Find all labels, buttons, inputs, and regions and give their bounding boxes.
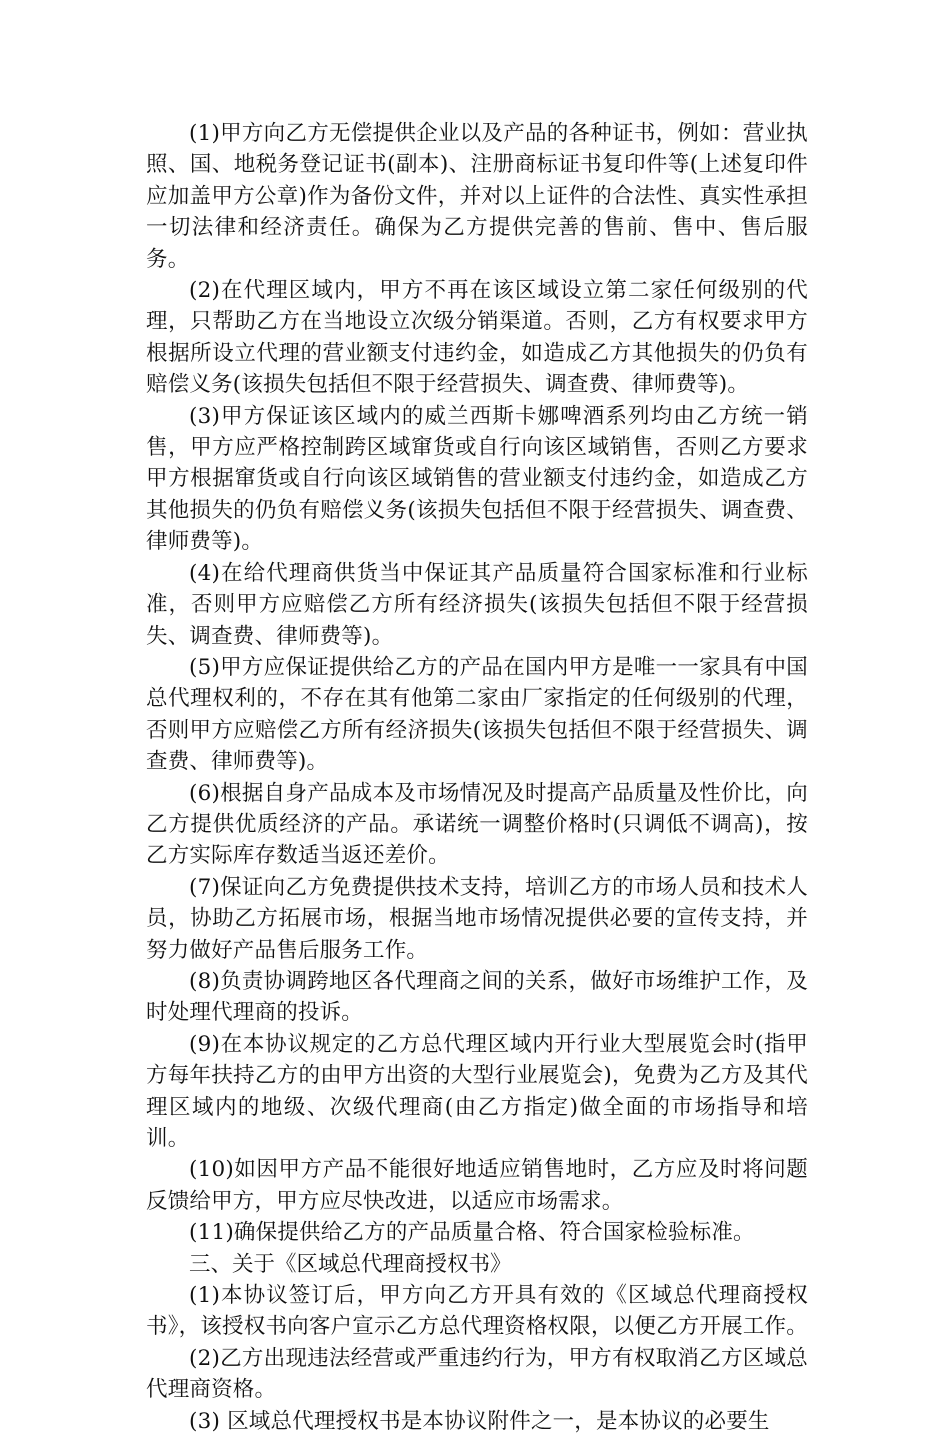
clause-3: (3)甲方保证该区域内的威兰西斯卡娜啤酒系列均由乙方统一销售，甲方应严格控制跨区域窜货或自行向该区域销售，否则乙方要求甲方根据窜货或自行向该区域销售的营业额支付违约金，如造成乙方其他损失的仍负有赔偿义务(该损失包括但不限于经营损失、调查费、律师费等)。 [146, 403, 808, 555]
clause-7: (7)保证向乙方免费提供技术支持，培训乙方的市场人员和技术人员，协助乙方拓展市场，根据当地市场情况提供必要的宣传支持，并努力做好产品售后服务工作。 [146, 874, 808, 963]
clause-9: (9)在本协议规定的乙方总代理区域内开行业大型展览会时(指甲方每年扶持乙方的由甲方出资的大型行业展览会)，免费为乙方及其代理区域内的地级、次级代理商(由乙方指定)做全面的市场指导和培训。 [146, 1031, 808, 1151]
section-clause-3: (3) 区域总代理授权书是本协议附件之一，是本协议的必要生 [189, 1408, 770, 1434]
clause-6: (6)根据自身产品成本及市场情况及时提高产品质量及性价比，向乙方提供优质经济的产品。承诺统一调整价格时(只调低不调高)，按乙方实际库存数适当返还差价。 [146, 780, 808, 869]
clause-8: (8)负责协调跨地区各代理商之间的关系，做好市场维护工作，及时处理代理商的投诉。 [146, 968, 808, 1026]
document-body [146, 118, 808, 1437]
clause-11: (11)确保提供给乙方的产品质量合格、符合国家检验标准。 [189, 1220, 755, 1246]
clause-5: (5)甲方应保证提供给乙方的产品在国内甲方是唯一一家具有中国总代理权利的，不存在其有他第二家由厂家指定的任何级别的代理，否则甲方应赔偿乙方所有经济损失(该损失包括但不限于经营损失、调查费、律师费等)。 [146, 654, 808, 775]
section-clause-1: (1)本协议签订后，甲方向乙方开具有效的《区域总代理商授权书》，该授权书向客户宣示乙方总代理资格权限，以便乙方开展工作。 [146, 1283, 808, 1340]
section-clause-2: (2)乙方出现违法经营或严重违约行为，甲方有权取消乙方区域总代理商资格。 [146, 1345, 808, 1403]
clause-10: (10)如因甲方产品不能很好地适应销售地时，乙方应及时将问题反馈给甲方，甲方应尽快改进，以适应市场需求。 [146, 1157, 808, 1214]
clause-1: (1)甲方向乙方无偿提供企业以及产品的各种证书，例如：营业执照、国、地税务登记证书(副本)、注册商标证书复印件等(上述复印件应加盖甲方公章)作为备份文件，并对以上证件的合法性、真实性承担一切法律和经济责任。确保为乙方提供完善的售前、售中、售后服务。 [146, 121, 808, 272]
section-heading: 三、关于《区域总代理商授权书》 [189, 1251, 512, 1277]
clause-4: (4)在给代理商供货当中保证其产品质量符合国家标准和行业标准，否则甲方应赔偿乙方所有经济损失(该损失包括但不限于经营损失、调查费、律师费等)。 [146, 560, 808, 649]
clause-2: (2)在代理区域内，甲方不再在该区域设立第二家任何级别的代理，只帮助乙方在当地设立次级分销渠道。否则，乙方有权要求甲方根据所设立代理的营业额支付违约金，如造成乙方其他损失的仍负有赔偿义务(该损失包括但不限于经营损失、调查费、律师费等)。 [146, 278, 808, 398]
